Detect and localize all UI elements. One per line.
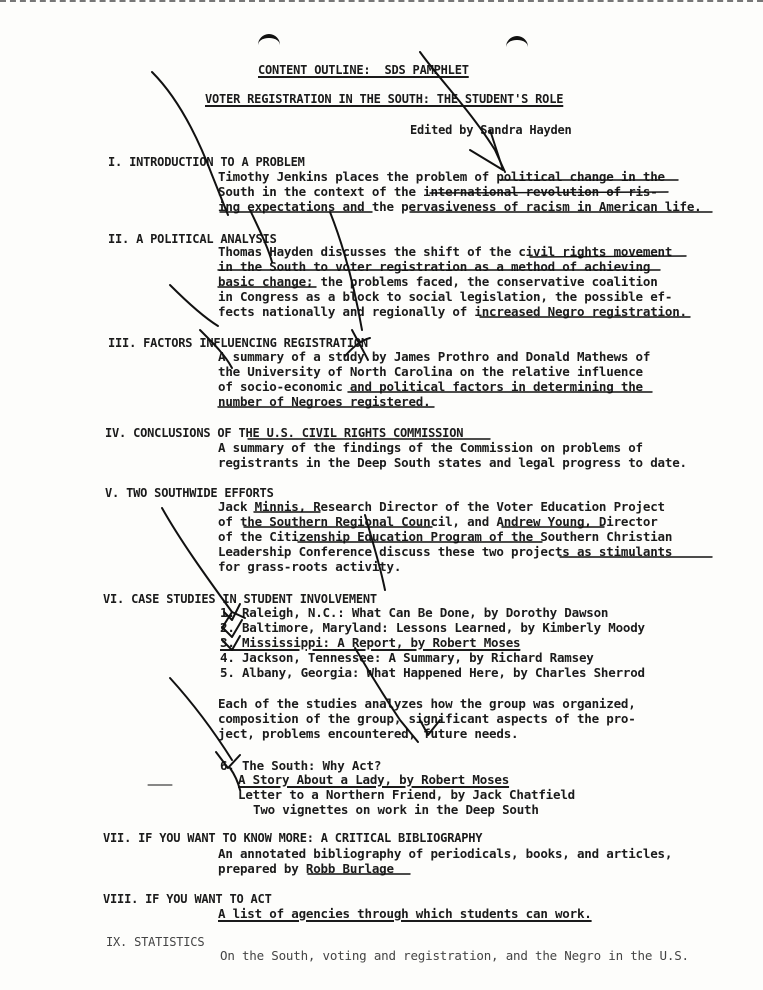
section-line: Thomas Hayden discusses the shift of the civil rights movement — [218, 244, 673, 259]
section-heading: IX. STATISTICS — [106, 935, 205, 949]
document-title: CONTENT OUTLINE: SDS PAMPHLET — [258, 63, 469, 77]
case-study-item: 5. Albany, Georgia: What Happened Here, by Charles Sherrod — [220, 665, 645, 680]
section-line: Leadership Conference discuss these two projects as stimulants — [218, 544, 673, 559]
document-editor: Edited by Sandra Hayden — [410, 123, 572, 137]
section-line: the University of North Carolina on the relative influence — [218, 364, 643, 379]
section-line: prepared by Robb Burlage — [218, 861, 394, 876]
punch-hole-right — [506, 36, 528, 50]
punch-hole-left — [258, 34, 280, 48]
top-perforation — [0, 0, 763, 5]
section-line: On the South, voting and registration, and the Negro in the U.S. — [220, 948, 689, 963]
section-line: Timothy Jenkins places the problem of political change in the — [218, 169, 665, 184]
section-heading: VII. IF YOU WANT TO KNOW MORE: A CRITICAL BIBLIOGRAPHY — [103, 831, 483, 845]
section-heading: I. INTRODUCTION TO A PROBLEM — [108, 155, 305, 169]
section-heading: VI. CASE STUDIES IN STUDENT INVOLVEMENT — [103, 592, 377, 606]
section-line: composition of the group, significant aspects of the pro- — [218, 711, 636, 726]
case-study-item: 1. Raleigh, N.C.: What Can Be Done, by Dorothy Dawson — [220, 605, 609, 620]
case-study-item: 4. Jackson, Tennessee: A Summary, by Richard Ramsey — [220, 650, 594, 665]
section-line: A summary of a study by James Prothro and Donald Mathews of — [218, 349, 651, 364]
section-line: ing expectations and the pervasiveness of racism in American life. — [218, 199, 702, 214]
section-heading: II. A POLITICAL ANALYSIS — [108, 232, 277, 246]
section-line: Each of the studies analyzes how the group was organized, — [218, 696, 636, 711]
section-line: registrants in the Deep South states and legal progress to date. — [218, 455, 687, 470]
section-line: An annotated bibliography of periodicals, books, and articles, — [218, 846, 673, 861]
section-heading: IV. CONCLUSIONS OF THE U.S. CIVIL RIGHTS COMMISSION — [105, 426, 464, 440]
section-line: A summary of the findings of the Commission on problems of — [218, 440, 643, 455]
section-line: Jack Minnis, Research Director of the Voter Education Project — [218, 499, 665, 514]
section-line: fects nationally and regionally of increased Negro registration. — [218, 304, 687, 319]
case-study-item: 3. Mississippi: A Report, by Robert Moses — [220, 635, 521, 650]
section-line: basic change; the problems faced, the conservative coalition — [218, 274, 658, 289]
case-study-subitem: Two vignettes on work in the Deep South — [253, 802, 539, 817]
case-study-item: 6. The South: Why Act? — [220, 758, 382, 773]
document-subtitle: VOTER REGISTRATION IN THE SOUTH: THE STUDENT'S ROLE — [205, 92, 564, 106]
section-line: of the Southern Regional Council, and Andrew Young, Director — [218, 514, 658, 529]
section-heading: III. FACTORS INFLUENCING REGISTRATION — [108, 336, 368, 350]
section-line: South in the context of the international revolution of ris- — [218, 184, 658, 199]
section-line: number of Negroes registered. — [218, 394, 431, 409]
section-line: of socio-economic and political factors in determining the — [218, 379, 643, 394]
case-study-item: 2. Baltimore, Maryland: Lessons Learned, by Kimberly Moody — [220, 620, 645, 635]
section-heading: V. TWO SOUTHWIDE EFFORTS — [105, 486, 274, 500]
section-line: of the Citizenship Education Program of the Southern Christian — [218, 529, 673, 544]
section-line: in Congress as a block to social legislation, the possible ef- — [218, 289, 673, 304]
case-study-subitem: A Story About a Lady, by Robert Moses — [238, 772, 510, 787]
section-line: in the South to voter registration as a method of achieving — [218, 259, 651, 274]
section-line: ject, problems encountered, future needs. — [218, 726, 519, 741]
section-line: for grass-roots activity. — [218, 559, 402, 574]
section-line: A list of agencies through which students can work. — [218, 906, 592, 921]
case-study-subitem: Letter to a Northern Friend, by Jack Chatfield — [238, 787, 575, 802]
section-heading: VIII. IF YOU WANT TO ACT — [103, 892, 272, 906]
